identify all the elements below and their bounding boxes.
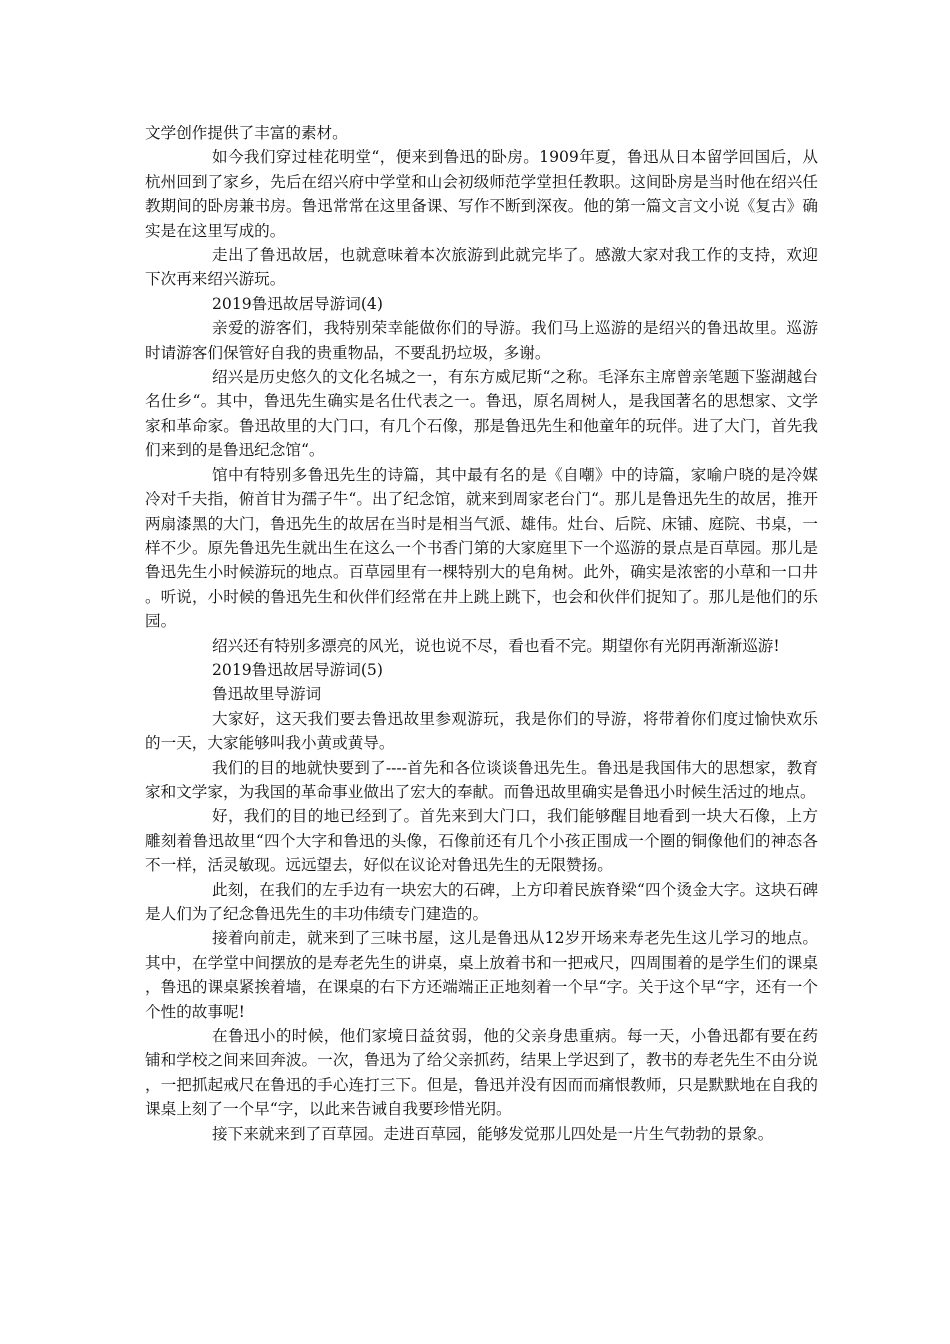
document-page — [145, 121, 818, 1146]
paragraph: 绍兴是历史悠久的文化名城之一，有东方威尼斯“之称。毛泽东主席曾亲笔题下鉴湖越台名仕乡“。其中，鲁迅先生确实是名仕代表之一。鲁迅，原名周树人，是我国著名的思想家、文学家和革命家。鲁迅故里的大门口，有几个石像，那是鲁迅先生和他童年的玩伴。进了大门，首先我们来到的是鲁迅纪念馆“。 — [145, 368, 818, 460]
paragraph: 绍兴还有特别多漂亮的风光，说也说不尽，看也看不完。期望你有光阴再渐渐巡游! — [212, 636, 780, 655]
section-heading: 2019鲁迅故居导游词(4) — [212, 294, 383, 313]
section-heading: 2019鲁迅故居导游词(5) — [212, 660, 383, 679]
paragraph: 如今我们穿过桂花明堂“，便来到鲁迅的卧房。1909年夏，鲁迅从日本留学回国后，从杭州回到了家乡，先后在绍兴府中学堂和山会初级师范学堂担任教职。这间卧房是当时他在绍兴任教期间的卧房兼书房。鲁迅常常在这里备课、写作不断到深夜。他的第一篇文言文小说《复古》确实是在这里写成的。 — [145, 148, 818, 240]
paragraph: 好，我们的目的地已经到了。首先来到大门口，我们能够醒目地看到一块大石像，上方雕刻着鲁迅故里“四个大字和鲁迅的头像，石像前还有几个小孩正围成一个圈的铜像他们的神态各不一样，活灵敏现。远远望去，好似在议论对鲁迅先生的无限赞扬。 — [145, 807, 818, 875]
paragraph: 在鲁迅小的时候，他们家境日益贫弱，他的父亲身患重病。每一天，小鲁迅都有要在药铺和学校之间来回奔波。一次，鲁迅为了给父亲抓药，结果上学迟到了，教书的寿老先生不由分说，一把抓起戒尺在鲁迅的手心连打三下。但是，鲁迅并没有因而而痛恨教师，只是默默地在自我的课桌上刻了一个早“字，以此来告诫自我要珍惜光阴。 — [145, 1027, 818, 1119]
paragraph: 亲爱的游客们，我特别荣幸能做你们的导游。我们马上巡游的是绍兴的鲁迅故里。巡游时请游客们保管好自我的贵重物品，不要乱扔垃圾，多谢。 — [145, 319, 818, 362]
paragraph: 文学创作提供了丰富的素材。 — [145, 124, 348, 142]
paragraph: 我们的目的地就快要到了----首先和各位谈谈鲁迅先生。鲁迅是我国伟大的思想家，教育家和文学家，为我国的革命事业做出了宏大的奉献。而鲁迅故里确实是鲁迅小时候生活过的地点。 — [145, 758, 818, 801]
paragraph: 接着向前走，就来到了三味书屋，这儿是鲁迅从12岁开场来寿老先生这儿学习的地点。其中，在学堂中间摆放的是寿老先生的讲桌，桌上放着书和一把戒尺，四周围着的是学生们的课桌，鲁迅的课桌紧挨着墙，在课桌的右下方还端端正正地刻着一个早“字。关于这个早“字，还有一个个性的故事呢! — [145, 929, 818, 1021]
paragraph: 此刻，在我们的左手边有一块宏大的石碑，上方印着民族脊梁“四个烫金大字。这块石碑是人们为了纪念鲁迅先生的丰功伟绩专门建造的。 — [145, 880, 818, 923]
paragraph: 馆中有特别多鲁迅先生的诗篇，其中最有名的是《自嘲》中的诗篇，家喻户晓的是冷媒冷对千夫指，俯首甘为孺子牛“。出了纪念馆，就来到周家老台门“。那儿是鲁迅先生的故居，推开两扇漆黑的大门，鲁迅先生的故居在当时是相当气派、雄伟。灶台、后院、床铺、庭院、书桌，一样不少。原先鲁迅先生就出生在这么一个书香门第的大家庭里下一个巡游的景点是百草园。那儿是鲁迅先生小时候游玩的地点。百草园里有一棵特别大的皂角树。此外，确实是浓密的小草和一口井。听说，小时候的鲁迅先生和伙伴们经常在井上跳上跳下，也会和伙伴们捉知了。那儿是他们的乐园。 — [145, 465, 818, 631]
paragraph: 大家好，这天我们要去鲁迅故里参观游玩，我是你们的导游，将带着你们度过愉快欢乐的一天，大家能够叫我小黄或黄导。 — [145, 709, 818, 753]
paragraph: 接下来就来到了百草园。走进百草园，能够发觉那儿四处是一片生气勃勃的景象。 — [212, 1124, 774, 1143]
paragraph: 走出了鲁迅故居，也就意味着本次旅游到此就完毕了。感激大家对我工作的支持，欢迎下次再来绍兴游玩。 — [145, 246, 818, 289]
section-subtitle: 鲁迅故里导游词 — [212, 685, 322, 704]
